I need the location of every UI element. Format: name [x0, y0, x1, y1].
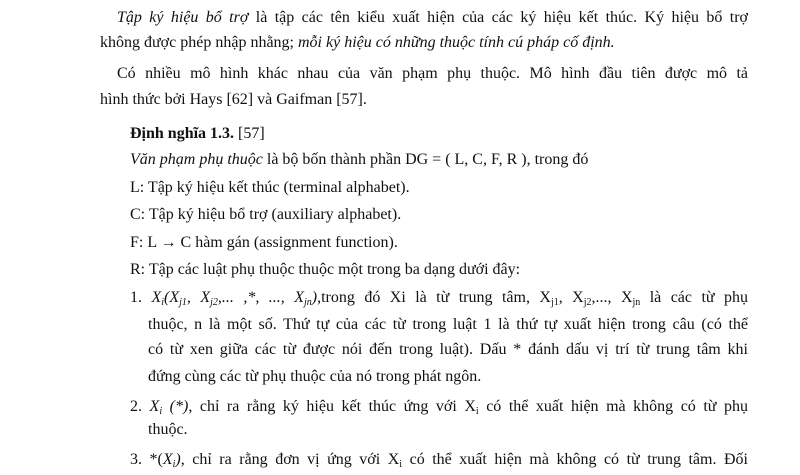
- text-run: , X: [558, 289, 584, 306]
- text-line: [148, 340, 748, 360]
- text-run: ): [311, 289, 318, 306]
- text-run: R: Tập các luật phụ thuộc thuộc một trong ba dạng dưới đây:: [130, 261, 521, 278]
- subscript: j2: [210, 297, 218, 308]
- text-run: (*): [162, 398, 189, 415]
- subscript: jn: [632, 297, 641, 308]
- text-run: mỗi ký hiệu có những thuộc tính cú pháp cố định.: [297, 34, 615, 51]
- text-line: [148, 420, 188, 440]
- text-run: có từ xen giữa các từ được nói đến trong luật). Dấu * đánh dấu vị trí từ trung tâm khi: [148, 341, 748, 358]
- subscript: j1: [179, 297, 187, 308]
- text-line: [130, 397, 748, 422]
- text-run: Có nhiều mô hình khác nhau của văn phạm phụ thuộc. Mô hình đầu tiên được mô tả: [117, 65, 748, 82]
- text-run: 3. *(: [130, 451, 163, 468]
- text-run: F: L → C hàm gán (assignment function).: [130, 234, 398, 251]
- text-line: [130, 233, 398, 253]
- text-line: [130, 205, 401, 225]
- text-run: [57]: [234, 125, 265, 142]
- text-run: đứng cùng các từ phụ thuộc của nó trong phát ngôn.: [148, 368, 482, 385]
- subscript: jn: [304, 297, 312, 308]
- text-line: [130, 260, 520, 280]
- subscript: i: [399, 459, 403, 470]
- text-line: [130, 288, 748, 313]
- text-run: L: Tập ký hiệu kết thúc (terminal alphabet).: [130, 179, 410, 196]
- text-run: (X: [164, 289, 180, 306]
- text-line: [148, 315, 748, 335]
- text-run: thuộc, n là một số. Thứ tự của các từ trong luật 1 là thứ tự xuất hiện trong câu (có thể: [148, 316, 748, 333]
- text-run: có thể xuất hiện mà không có từ phụ: [478, 398, 749, 415]
- text-line: [130, 450, 748, 475]
- text-run: C: Tập ký hiệu bổ trợ (auxiliary alphabet).: [130, 206, 402, 223]
- text-line: [130, 124, 265, 144]
- text-run: Định nghĩa 1.3.: [130, 125, 235, 142]
- text-run: 2.: [130, 398, 150, 415]
- subscript: j1: [550, 297, 559, 308]
- text-run: ): [175, 451, 181, 468]
- text-run: ,..., X: [591, 289, 633, 306]
- text-run: X: [149, 398, 160, 415]
- text-run: , X: [186, 289, 211, 306]
- text-run: là tập các tên kiểu xuất hiện của các ký hiệu kết thúc. Ký hiệu bổ trợ: [248, 9, 749, 26]
- text-run: có thể xuất hiện mà không có từ trung tâm. Đối: [402, 451, 748, 468]
- text-line: [117, 8, 748, 28]
- text-line: [130, 150, 588, 170]
- subscript: i: [172, 459, 176, 470]
- text-run: thuộc.: [148, 421, 188, 438]
- text-line: [130, 178, 410, 198]
- subscript: i: [475, 406, 479, 417]
- text-run: không được phép nhập nhằng;: [100, 34, 298, 51]
- text-run: 1.: [130, 289, 152, 306]
- text-run: ,trong đó Xi là từ trung tâm, X: [317, 289, 551, 306]
- text-run: , chỉ ra rằng đơn vị ứng với X: [180, 451, 400, 468]
- subscript: i: [159, 406, 163, 417]
- text-run: là các từ phụ: [640, 289, 749, 306]
- text-run: X: [162, 451, 173, 468]
- text-line: [100, 90, 367, 110]
- text-run: Văn phạm phụ thuộc: [130, 151, 263, 168]
- text-line: [100, 33, 615, 53]
- text-run: ,... ,*, ..., X: [217, 289, 304, 306]
- text-run: hình thức bởi Hays [62] và Gaifman [57].: [100, 91, 367, 108]
- text-run: , chỉ ra rằng ký hiệu kết thúc ứng với X: [188, 398, 476, 415]
- text-run: Tập ký hiệu bổ trợ: [117, 9, 249, 26]
- text-line: [117, 64, 748, 84]
- subscript: j2: [583, 297, 592, 308]
- text-line: [148, 367, 481, 387]
- subscript: i: [161, 297, 165, 308]
- text-run: là bộ bốn thành phần DG = ( L, C, F, R ), trong đó: [262, 151, 589, 168]
- text-run: X: [151, 289, 162, 306]
